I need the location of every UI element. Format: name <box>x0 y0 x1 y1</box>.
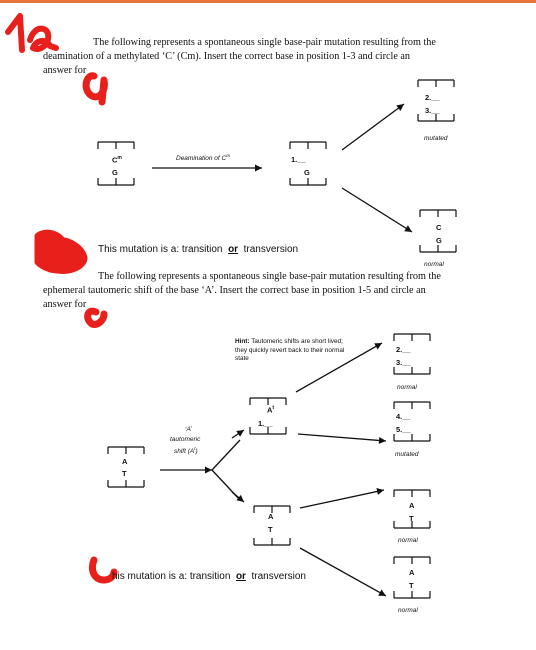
b-r4-caption: normal <box>398 607 418 614</box>
b-shift-arrow-head <box>205 467 212 474</box>
part-a-line-3: answer for <box>43 65 87 76</box>
b-question[interactable]: his mutation is a: transition or transversion <box>112 571 306 582</box>
a-arrow-up <box>342 104 404 150</box>
part-a-line-2: deamination of a methylated ‘C’ (Cm). Insert the correct base in position 1-3 and circle an <box>43 51 410 62</box>
a-question[interactable]: This mutation is a: transition or transversion <box>98 244 299 255</box>
b-r1-caption: normal <box>397 384 417 391</box>
b-r4-pair-bottom-strand <box>394 591 430 598</box>
b-lower-mid-top-base: A <box>268 512 274 521</box>
a-arrow-down-shaft <box>342 188 412 232</box>
b-blank-2[interactable]: 2.__ <box>396 345 411 354</box>
b-r4-top-base: A <box>409 568 415 577</box>
b-r3-bottom-base: T <box>409 514 414 523</box>
b-r3-pair-top-strand <box>394 490 430 497</box>
b-upper-mid-pair-bottom-strand <box>250 427 286 434</box>
b-r2-pair-top-strand <box>394 402 430 409</box>
b-left-pair-bottom-strand <box>108 480 144 487</box>
handwritten-arrow-a-mark <box>86 76 104 102</box>
part-b-line-1: The following represents a spontaneous single base-pair mutation resulting from the <box>98 271 441 282</box>
b-lower-mid-pair-bottom-strand <box>254 538 290 545</box>
a-deamination-arrow-head <box>255 165 262 172</box>
b-arrow-r3-head <box>376 488 384 495</box>
part-a-line-1: The following represents a spontaneous single base-pair mutation resulting from the <box>93 37 436 48</box>
b-fork-up-head <box>232 430 244 438</box>
a-arrow-label: Deamination of $C^m$ <box>176 153 230 163</box>
b-arrow-r2 <box>298 434 386 444</box>
a-bottom-pair-bottom-strand <box>420 245 456 252</box>
b-fork-up <box>212 440 240 470</box>
a-bottom-pair-top-strand <box>420 210 456 217</box>
b-arrow-r4-shaft <box>300 548 386 596</box>
a-mid-pair-top-strand <box>290 142 326 149</box>
b-shift-label-2: tautomeric <box>170 436 201 443</box>
a-bottom-top-base: C <box>436 223 442 232</box>
a-blank-2[interactable]: 2.__ <box>425 93 440 102</box>
handwritten-b-mark <box>38 233 84 270</box>
b-left-bottom-base: T <box>122 469 127 478</box>
a-deamination-arrow <box>152 165 262 172</box>
b-blank-4[interactable]: 4.__ <box>396 412 411 421</box>
b-left-pair-top-strand <box>108 447 144 454</box>
a-top-pair-bottom-strand <box>418 114 454 121</box>
b-upper-mid-top-base: $A^t$ <box>267 405 275 415</box>
a-arrow-down <box>342 188 412 232</box>
b-arrow-r3 <box>300 488 384 508</box>
part-b-line-2: ephemeral tautomeric shift of the base ‘A’. Insert the correct base in position 1-5 and circle an <box>43 285 426 296</box>
hint-text: Hint: Tautomeric shifts are short lived; they quickly revert back to their normal state <box>235 338 345 363</box>
b-arrow-r2-shaft <box>298 434 386 441</box>
b-r2-pair-bottom-strand <box>394 434 430 441</box>
a-arrow-down-head <box>404 225 412 232</box>
handwritten-arrow-b-mark <box>88 311 104 324</box>
a-left-bottom-base: G <box>112 168 118 177</box>
handwritten-c-mark <box>92 560 114 580</box>
b-fork-down-head <box>232 492 244 502</box>
a-bottom-bottom-base: G <box>436 236 442 245</box>
b-r1-pair-top-strand <box>394 334 430 341</box>
part-b-line-3: answer for <box>43 299 87 310</box>
a-blank-1[interactable]: 1.__ <box>291 155 306 164</box>
b-arrow-r2-head <box>379 437 386 444</box>
b-r4-pair-top-strand <box>394 557 430 564</box>
a-mid-bottom-base: G <box>304 168 310 177</box>
b-upper-mid-pair-top-strand <box>250 398 286 405</box>
a-left-pair-top-strand <box>98 142 134 149</box>
b-r3-top-base: A <box>409 501 415 510</box>
a-blank-3[interactable]: 3.__ <box>425 106 440 115</box>
a-normal-caption: normal <box>424 261 444 268</box>
a-arrow-up-shaft <box>342 104 404 150</box>
a-left-top-base: $C^m$ <box>112 155 122 165</box>
b-lower-mid-bottom-base: T <box>268 525 273 534</box>
a-mutated-caption: mutated <box>424 135 448 142</box>
a-arrow-up-head <box>396 104 404 111</box>
b-r3-caption: normal <box>398 537 418 544</box>
b-left-top-base: A <box>122 457 128 466</box>
b-r2-caption: mutated <box>395 451 419 458</box>
b-arrow-r4 <box>300 548 386 596</box>
handwritten-1a-mark <box>8 16 56 50</box>
b-fork-up-head-head <box>236 430 244 437</box>
b-shift-label-3: shift $(A^t)$ <box>174 446 198 456</box>
a-mid-pair-bottom-strand <box>290 178 326 185</box>
a-top-pair-top-strand <box>418 80 454 87</box>
b-r1-pair-bottom-strand <box>394 367 430 374</box>
b-arrow-r3-shaft <box>300 490 384 508</box>
a-left-pair-bottom-strand <box>98 178 134 185</box>
b-shift-arrow <box>160 467 212 474</box>
b-shift-label-1: ‘A’ <box>185 426 192 433</box>
b-blank-3[interactable]: 3.__ <box>396 358 411 367</box>
b-r4-bottom-base: T <box>409 581 414 590</box>
b-blank-5[interactable]: 5.__ <box>396 425 411 434</box>
b-blank-1[interactable]: 1.__ <box>258 419 273 428</box>
